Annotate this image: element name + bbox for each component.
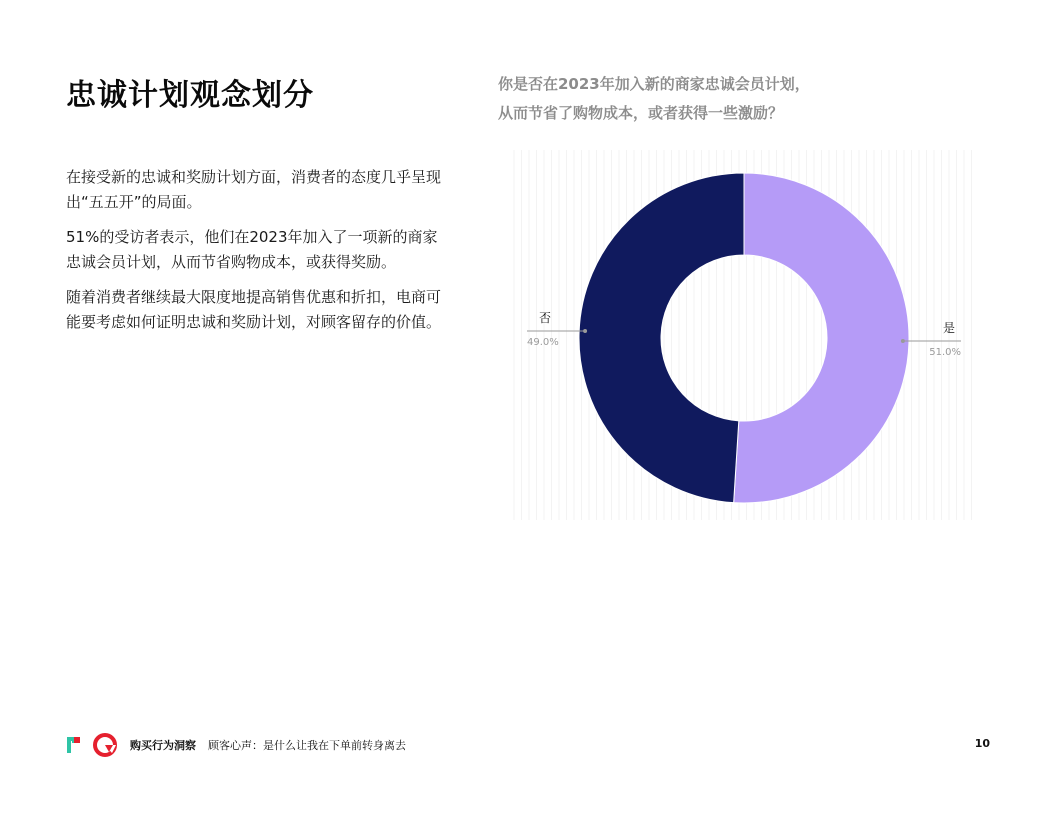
paragraph-2: 51%的受访者表示，他们在2023年加入了一项新的商家忠诚会员计划，从而节省购物成本，或获得奖励。 (66, 228, 438, 271)
slice-value-label-0: 51.0% (929, 346, 961, 358)
footer-brand: 购买行为洞察 (130, 739, 196, 752)
slice-value-label-1: 49.0% (527, 337, 559, 349)
brand-mark-icon (66, 735, 82, 759)
question-line-1: 你是否在2023年加入新的商家忠诚会员计划， (498, 75, 810, 93)
page-title: 忠诚计划观念划分 (66, 78, 314, 113)
paragraph-3: 随着消费者继续最大限度地提高销售优惠和折扣，电商可能要考虑如何证明忠诚和奖励计划，对顾客留存的价值。 (66, 288, 442, 331)
question-line-2: 从而节省了购物成本，或者获得一些激励？ (498, 104, 784, 122)
donut-chart-svg (500, 150, 980, 520)
chart-question (498, 70, 858, 128)
slice-category-label-0: 是 (942, 320, 955, 335)
paragraph-1: 在接受新的忠诚和奖励计划方面，消费者的态度几乎呈现出“五五开”的局面。 (66, 168, 442, 211)
page-number: 10 (974, 737, 990, 750)
company-logo-icon (92, 733, 118, 761)
footer-subtitle: 顾客心声：是什么让我在下单前转身离去 (208, 739, 406, 752)
body-text (66, 165, 444, 345)
footer (66, 733, 992, 757)
donut-chart (500, 150, 980, 520)
slice-category-label-1: 否 (539, 311, 552, 326)
